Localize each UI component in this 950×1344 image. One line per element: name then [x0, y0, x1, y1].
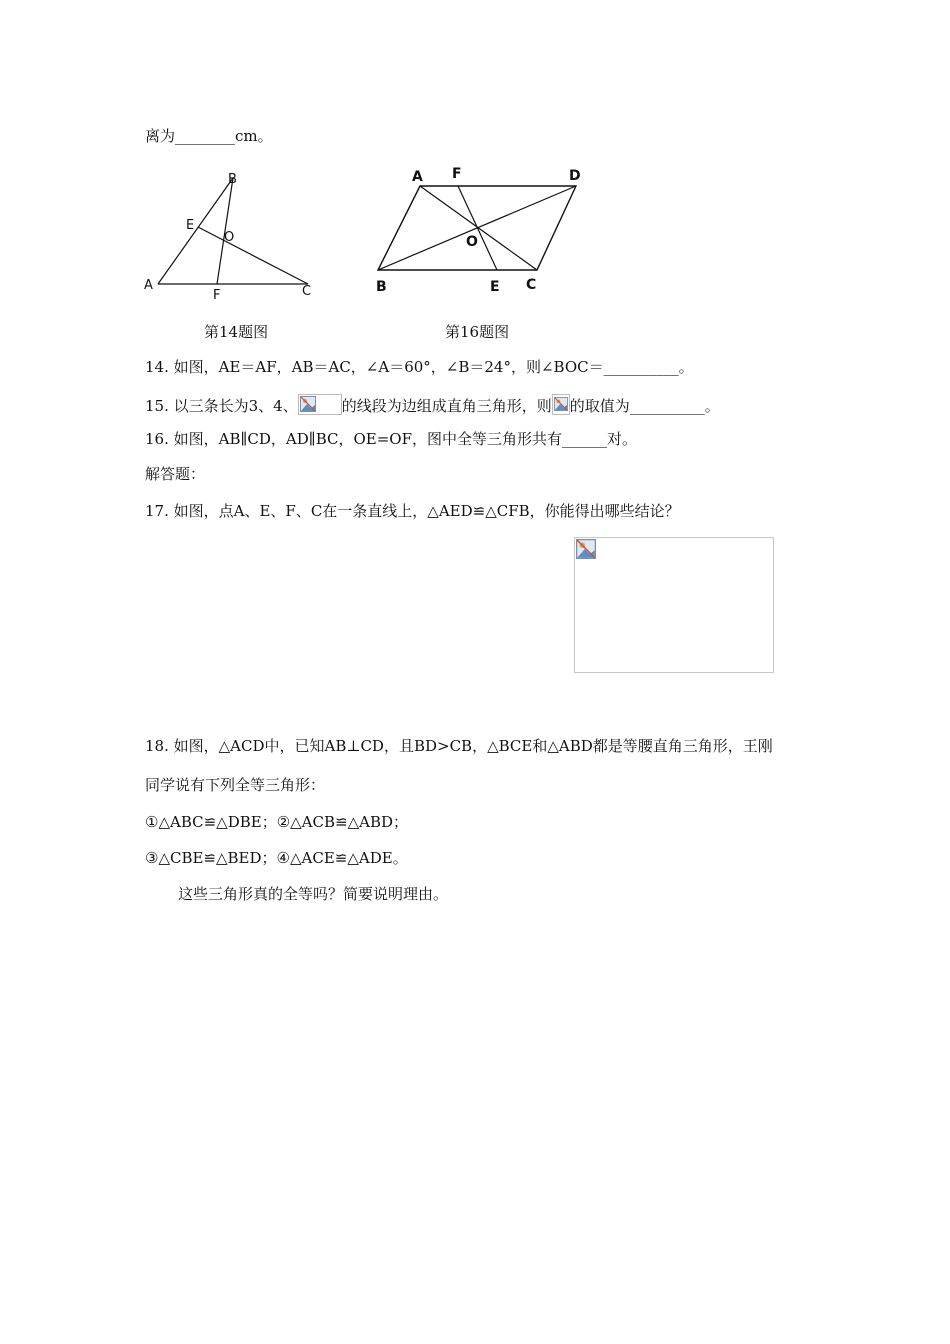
q15-text-3: 的取值为__________。 [569, 397, 720, 415]
segment-fe [458, 186, 497, 270]
top-text: 离为________cm。 [145, 127, 273, 145]
label-c: C [302, 284, 312, 299]
label-e: E [490, 279, 500, 295]
q15-text-2: 的线段为边组成直角三角形，则 [341, 397, 552, 415]
label-e: E [186, 218, 195, 233]
question-18-line3: ①△ABC≌△DBE；②△ACB≌△ABD； [145, 813, 408, 831]
label-b: B [228, 172, 237, 187]
broken-image-icon [554, 396, 568, 412]
section-heading: 解答题： [145, 465, 206, 483]
label-f: F [213, 288, 221, 303]
caption-fig14: 第14题图 [204, 323, 269, 341]
question-16: 16. 如图，AB∥CD，AD∥BC，OE=OF，图中全等三角形共有______对。 [145, 430, 637, 448]
figure-17-placeholder [574, 537, 774, 673]
question-17: 17. 如图，点A、E、F、C在一条直线上，△AED≌△CFB，你能得出哪些结论？ [145, 502, 680, 520]
label-a: A [144, 278, 153, 293]
question-18-line1: 18. 如图，△ACD中，已知AB⊥CD，且BD>CB，△BCE和△ABD都是等腰直角三角形，王刚 [145, 737, 773, 755]
broken-image-icon [300, 396, 316, 412]
broken-image-placeholder [552, 394, 570, 415]
figure-14 [140, 165, 330, 305]
segment-ec [198, 227, 308, 284]
caption-fig16: 第16题图 [445, 323, 510, 341]
label-c: C [526, 277, 537, 293]
broken-image-icon [576, 539, 596, 559]
question-14: 14. 如图，AE＝AF，AB＝AC，∠A＝60°，∠B＝24°，则∠BOC＝__________。 [145, 358, 694, 376]
figure-16 [370, 160, 590, 300]
label-d: D [569, 168, 581, 184]
question-15 [145, 394, 720, 416]
label-f: F [452, 166, 462, 182]
label-b: B [376, 279, 387, 295]
question-18-line2: 同学说有下列全等三角形： [145, 776, 326, 794]
question-18-line5: 这些三角形真的全等吗？简要说明理由。 [178, 885, 449, 903]
label-a: A [412, 169, 423, 185]
label-o: O [224, 230, 235, 245]
q15-text-1: 15. 以三条长为3、4、 [145, 397, 298, 415]
broken-image-placeholder [298, 394, 342, 415]
segment-ab [158, 178, 233, 284]
question-18-line4: ③△CBE≌△BED；④△ACE≌△ADE。 [145, 849, 408, 867]
label-o: O [466, 234, 478, 250]
